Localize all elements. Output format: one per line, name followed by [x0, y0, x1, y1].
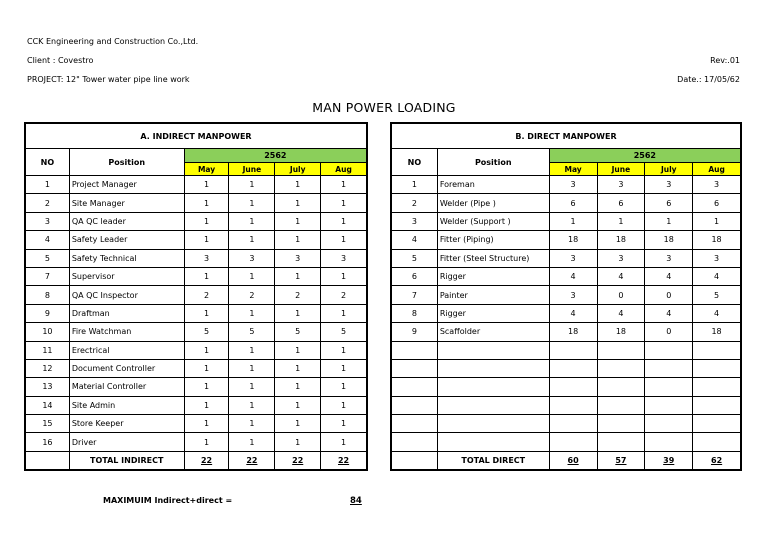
total-value: 22 [337, 456, 350, 466]
row-value: 1 [229, 231, 275, 249]
row-value: 0 [645, 286, 693, 304]
row-number: 1 [392, 176, 438, 194]
row-value: 4 [549, 304, 597, 322]
total-row [26, 451, 367, 469]
total-value: 22 [200, 456, 213, 466]
row-value: 18 [693, 323, 741, 341]
row-value: 5 [229, 323, 275, 341]
row-position: Site Admin [69, 396, 184, 414]
empty-cell [549, 359, 597, 377]
row-value: 1 [321, 378, 367, 396]
row-number: 4 [26, 231, 70, 249]
table-row [392, 323, 741, 341]
month-header: July [645, 163, 693, 176]
table-row [392, 304, 741, 322]
project-label: PROJECT: 12" Tower water pipe line work [27, 75, 190, 84]
month-header: June [229, 163, 275, 176]
row-number: 15 [26, 415, 70, 433]
year-header: 2562 [549, 149, 740, 163]
row-value: 2 [184, 286, 229, 304]
table-row [26, 194, 367, 212]
row-number: 11 [26, 341, 70, 359]
row-value: 1 [275, 378, 321, 396]
empty-cell [645, 341, 693, 359]
total-value: 57 [615, 456, 627, 466]
row-value: 3 [275, 249, 321, 267]
empty-cell [392, 359, 438, 377]
row-value: 1 [275, 194, 321, 212]
row-position: Fitter (Piping) [437, 231, 549, 249]
table-row [26, 249, 367, 267]
total-value: 62 [711, 456, 723, 466]
table-row [26, 341, 367, 359]
row-value: 1 [321, 176, 367, 194]
position-column-header: Position [437, 149, 549, 176]
empty-cell [645, 359, 693, 377]
row-value: 18 [597, 323, 645, 341]
row-position: Safety Technical [69, 249, 184, 267]
row-position: Painter [437, 286, 549, 304]
row-value: 1 [321, 396, 367, 414]
row-value: 18 [645, 231, 693, 249]
row-number: 10 [26, 323, 70, 341]
row-number: 8 [392, 304, 438, 322]
row-value: 1 [229, 341, 275, 359]
empty-cell [549, 341, 597, 359]
row-number: 3 [26, 212, 70, 230]
row-value: 1 [693, 212, 741, 230]
row-value: 1 [275, 341, 321, 359]
table-row [26, 378, 367, 396]
row-value: 1 [321, 231, 367, 249]
row-position: Material Controller [69, 378, 184, 396]
row-value: 18 [597, 231, 645, 249]
row-value: 1 [275, 396, 321, 414]
row-number: 1 [26, 176, 70, 194]
row-value: 1 [184, 378, 229, 396]
row-value: 1 [229, 212, 275, 230]
row-value: 1 [184, 415, 229, 433]
date-label: Date.: 17/05/62 [677, 75, 740, 84]
month-header: Aug [693, 163, 741, 176]
table-row [392, 231, 741, 249]
empty-cell [437, 396, 549, 414]
empty-cell [437, 359, 549, 377]
row-value: 1 [184, 267, 229, 285]
row-value: 5 [321, 323, 367, 341]
empty-cell [597, 396, 645, 414]
row-value: 3 [549, 249, 597, 267]
row-value: 4 [693, 304, 741, 322]
row-value: 1 [184, 341, 229, 359]
row-position: Rigger [437, 304, 549, 322]
row-number: 7 [26, 267, 70, 285]
row-value: 1 [321, 359, 367, 377]
row-value: 1 [275, 415, 321, 433]
total-cell [549, 451, 597, 469]
row-value: 1 [229, 304, 275, 322]
empty-cell [693, 341, 741, 359]
row-value: 4 [645, 267, 693, 285]
row-value: 0 [597, 286, 645, 304]
row-value: 1 [645, 212, 693, 230]
row-number: 2 [26, 194, 70, 212]
row-value: 2 [275, 286, 321, 304]
empty-cell [549, 396, 597, 414]
empty-cell [693, 378, 741, 396]
row-value: 6 [645, 194, 693, 212]
section-title: A. INDIRECT MANPOWER [26, 124, 367, 149]
table-row [392, 286, 741, 304]
empty-cell [597, 378, 645, 396]
row-value: 3 [645, 176, 693, 194]
row-value: 1 [549, 212, 597, 230]
empty-row [392, 359, 741, 377]
row-value: 1 [229, 378, 275, 396]
row-value: 1 [321, 267, 367, 285]
row-value: 3 [597, 249, 645, 267]
month-header: June [597, 163, 645, 176]
row-value: 5 [275, 323, 321, 341]
row-position: Project Manager [69, 176, 184, 194]
empty-cell [693, 415, 741, 433]
row-value: 1 [275, 231, 321, 249]
row-position: QA QC leader [69, 212, 184, 230]
row-value: 1 [321, 415, 367, 433]
row-value: 1 [184, 231, 229, 249]
table-row [26, 433, 367, 451]
empty-cell [392, 341, 438, 359]
row-position: Supervisor [69, 267, 184, 285]
row-value: 3 [693, 249, 741, 267]
empty-row [392, 341, 741, 359]
row-value: 1 [229, 194, 275, 212]
row-value: 1 [229, 415, 275, 433]
row-position: Site Manager [69, 194, 184, 212]
no-column-header: NO [26, 149, 70, 176]
table-row [26, 212, 367, 230]
table-row [392, 176, 741, 194]
month-header: Aug [321, 163, 367, 176]
row-position: Erectrical [69, 341, 184, 359]
table-row [26, 323, 367, 341]
row-position: Scaffolder [437, 323, 549, 341]
empty-cell [693, 433, 741, 451]
row-number: 12 [26, 359, 70, 377]
row-position: Rigger [437, 267, 549, 285]
row-position: Safety Leader [69, 231, 184, 249]
empty-cell [392, 378, 438, 396]
total-cell [321, 451, 367, 469]
row-value: 1 [275, 304, 321, 322]
row-number: 13 [26, 378, 70, 396]
row-number: 7 [392, 286, 438, 304]
row-position: Fitter (Steel Structure) [437, 249, 549, 267]
page-title: MAN POWER LOADING [312, 100, 456, 115]
total-label: TOTAL INDIRECT [69, 451, 184, 469]
row-position: Driver [69, 433, 184, 451]
row-value: 1 [184, 176, 229, 194]
section-title: B. DIRECT MANPOWER [392, 124, 741, 149]
empty-cell [645, 433, 693, 451]
row-value: 4 [693, 267, 741, 285]
row-value: 1 [229, 359, 275, 377]
table-row [26, 267, 367, 285]
empty-cell [597, 359, 645, 377]
total-value: 60 [567, 456, 579, 466]
row-value: 0 [645, 323, 693, 341]
row-value: 1 [275, 212, 321, 230]
empty-cell [437, 415, 549, 433]
row-value: 1 [597, 212, 645, 230]
total-cell [597, 451, 645, 469]
month-header: July [275, 163, 321, 176]
max-manpower-value: 84 [350, 496, 362, 506]
row-number: 9 [392, 323, 438, 341]
row-value: 1 [184, 212, 229, 230]
total-spacer [392, 451, 438, 469]
empty-cell [392, 433, 438, 451]
month-header: May [184, 163, 229, 176]
month-header: May [549, 163, 597, 176]
empty-cell [597, 415, 645, 433]
max-manpower-label: MAXIMUIM Indirect+direct = [103, 496, 233, 505]
empty-cell [549, 378, 597, 396]
total-value: 39 [663, 456, 675, 466]
row-number: 5 [392, 249, 438, 267]
row-value: 3 [321, 249, 367, 267]
row-value: 6 [597, 194, 645, 212]
company-name: CCK Engineering and Construction Co.,Ltd. [27, 37, 199, 46]
row-value: 1 [184, 396, 229, 414]
empty-cell [392, 396, 438, 414]
row-position: Store Keeper [69, 415, 184, 433]
row-value: 1 [321, 433, 367, 451]
row-number: 6 [392, 267, 438, 285]
row-value: 3 [693, 176, 741, 194]
row-number: 16 [26, 433, 70, 451]
row-value: 3 [184, 249, 229, 267]
row-number: 14 [26, 396, 70, 414]
row-value: 2 [229, 286, 275, 304]
total-row [392, 451, 741, 469]
table-row [26, 176, 367, 194]
table-row [26, 286, 367, 304]
row-value: 1 [184, 433, 229, 451]
empty-cell [437, 341, 549, 359]
row-value: 3 [597, 176, 645, 194]
row-position: Document Controller [69, 359, 184, 377]
table-row [26, 415, 367, 433]
row-value: 4 [597, 267, 645, 285]
row-number: 2 [392, 194, 438, 212]
row-number: 8 [26, 286, 70, 304]
empty-row [392, 378, 741, 396]
empty-cell [437, 433, 549, 451]
empty-row [392, 396, 741, 414]
table-row [392, 267, 741, 285]
table-row [392, 212, 741, 230]
empty-cell [549, 433, 597, 451]
table-row [26, 231, 367, 249]
row-value: 1 [229, 267, 275, 285]
row-value: 4 [645, 304, 693, 322]
row-position: Fire Watchman [69, 323, 184, 341]
row-value: 1 [321, 194, 367, 212]
row-value: 1 [275, 359, 321, 377]
table-row [26, 304, 367, 322]
client-label: Client : Covestro [27, 56, 94, 65]
row-value: 1 [229, 176, 275, 194]
row-value: 1 [184, 304, 229, 322]
row-value: 1 [184, 359, 229, 377]
row-value: 1 [184, 194, 229, 212]
row-number: 3 [392, 212, 438, 230]
total-value: 22 [292, 456, 304, 466]
empty-cell [549, 415, 597, 433]
empty-cell [645, 415, 693, 433]
empty-cell [693, 359, 741, 377]
row-value: 18 [549, 323, 597, 341]
direct-manpower-table [391, 123, 741, 470]
position-column-header: Position [69, 149, 184, 176]
row-value: 1 [275, 267, 321, 285]
no-column-header: NO [392, 149, 438, 176]
row-position: QA QC Inspector [69, 286, 184, 304]
empty-row [392, 415, 741, 433]
row-position: Welder (Support ) [437, 212, 549, 230]
empty-cell [392, 415, 438, 433]
row-value: 6 [549, 194, 597, 212]
row-value: 1 [321, 212, 367, 230]
table-row [26, 359, 367, 377]
empty-cell [645, 378, 693, 396]
row-value: 5 [693, 286, 741, 304]
row-value: 3 [549, 176, 597, 194]
indirect-manpower-table [25, 123, 367, 470]
row-number: 9 [26, 304, 70, 322]
row-position: Welder (Pipe ) [437, 194, 549, 212]
table-row [26, 396, 367, 414]
empty-cell [693, 396, 741, 414]
total-value: 22 [246, 456, 258, 466]
row-value: 1 [321, 341, 367, 359]
empty-cell [437, 378, 549, 396]
row-value: 3 [645, 249, 693, 267]
row-value: 4 [597, 304, 645, 322]
table-row [392, 249, 741, 267]
table-row [392, 194, 741, 212]
total-cell [229, 451, 275, 469]
row-value: 3 [549, 286, 597, 304]
total-label: TOTAL DIRECT [437, 451, 549, 469]
row-position: Foreman [437, 176, 549, 194]
row-value: 5 [184, 323, 229, 341]
total-cell [645, 451, 693, 469]
total-cell [693, 451, 741, 469]
row-value: 18 [549, 231, 597, 249]
row-value: 18 [693, 231, 741, 249]
row-value: 4 [549, 267, 597, 285]
empty-cell [597, 341, 645, 359]
row-value: 1 [229, 396, 275, 414]
row-value: 1 [229, 433, 275, 451]
row-value: 2 [321, 286, 367, 304]
row-number: 4 [392, 231, 438, 249]
empty-cell [597, 433, 645, 451]
total-cell [275, 451, 321, 469]
row-value: 3 [229, 249, 275, 267]
row-value: 1 [275, 176, 321, 194]
row-position: Draftman [69, 304, 184, 322]
total-cell [184, 451, 229, 469]
row-value: 6 [693, 194, 741, 212]
row-value: 1 [321, 304, 367, 322]
empty-cell [645, 396, 693, 414]
total-spacer [26, 451, 70, 469]
revision-label: Rev:.01 [710, 56, 740, 65]
row-value: 1 [275, 433, 321, 451]
row-number: 5 [26, 249, 70, 267]
year-header: 2562 [184, 149, 366, 163]
empty-row [392, 433, 741, 451]
